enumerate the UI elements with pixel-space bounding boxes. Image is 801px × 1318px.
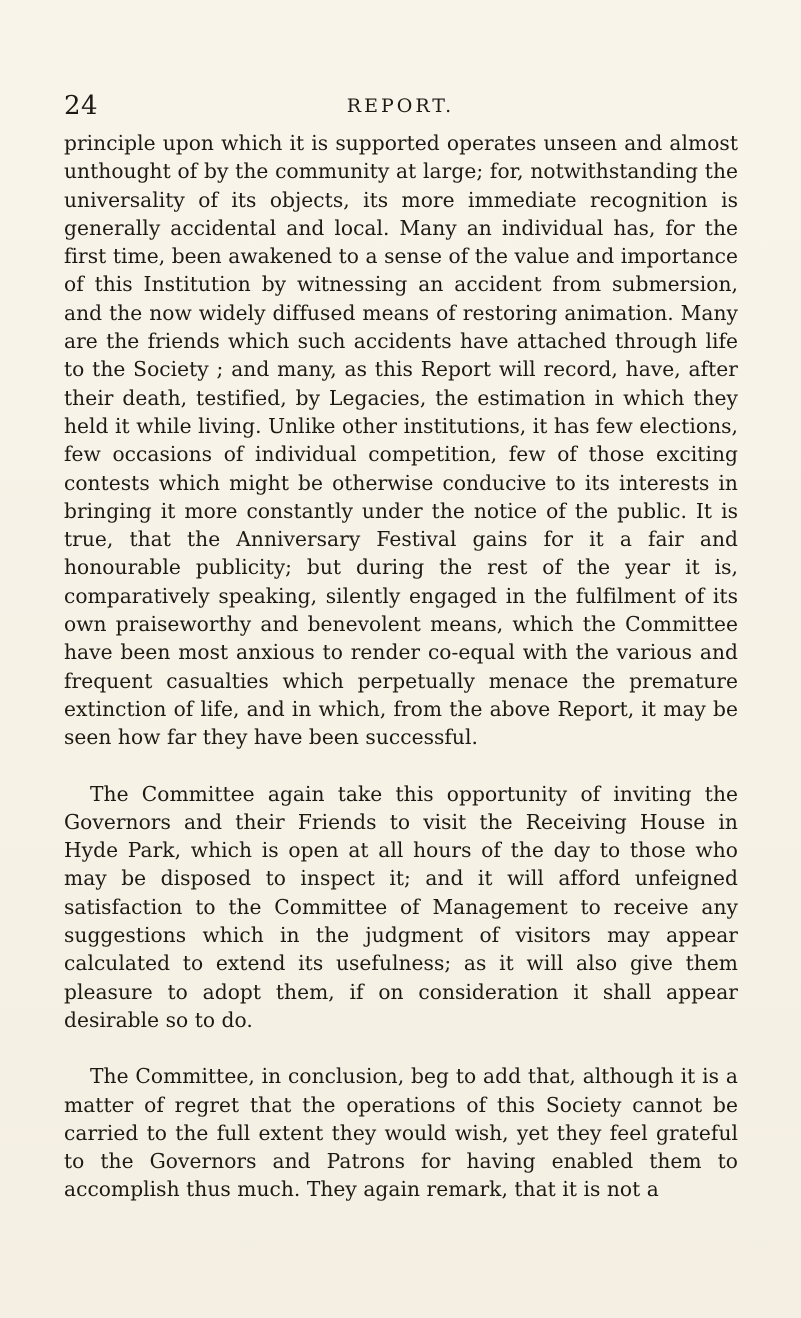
- running-title: REPORT.: [346, 95, 455, 117]
- page-header: [64, 93, 737, 123]
- page-number: 24: [64, 91, 99, 121]
- conclusion-paragraph: The Committee, in conclusion, beg to add that, although it is a matter of regret that the operations of this Society cannot be carried to the full extent they would wish, yet they feel grateful to the Governors and Patrons for having enabled them to accomplish thus much. They again remark, that it is not a: [64, 1064, 738, 1202]
- document-body: [64, 129, 738, 1204]
- continued-paragraph: principle upon which it is supported operates unseen and almost unthought of by the community at large; for, notwithstanding the universality of its objects, its more immediate recognition is generally accidental and local. Many an individual has, for the first time, been awakened to a sense of the value and importance of this Institution by witnessing an accident from submersion, and the now widely diffused means of restoring animation. Many are the friends which such accidents have attached through life to the Society ; and many, as this Report will record, have, after their death, testified, by Legacies, the estimation in which they held it while living. Unlike other institutions, it has few elections, few occasions of individual competition, few of those exciting contests which might be otherwise conducive to its interests in bringing it more constantly under the notice of the public. It is true, that the Anniversary Festival gains for it a fair and honourable publicity; but during the rest of the year it is, comparatively speaking, silently engaged in the fulfilment of its own praiseworthy and benevolent means, which the Committee have been most anxious to render co-equal with the various and frequent casualties which perpetually menace the premature extinction of life, and in which, from the above Report, it may be seen how far they have been successful.: [64, 131, 738, 750]
- invitation-paragraph: The Committee again take this opportunity of inviting the Governors and their Friends to visit the Receiving House in Hyde Park, which is open at all hours of the day to those who may be disposed to inspect it; and it will afford unfeigned satisfaction to the Committee of Management to receive any suggestions which in the judgment of visitors may appear calculated to extend its usefulness; as it will also give them pleasure to adopt them, if on consideration it shall appear desirable so to do.: [64, 781, 738, 1032]
